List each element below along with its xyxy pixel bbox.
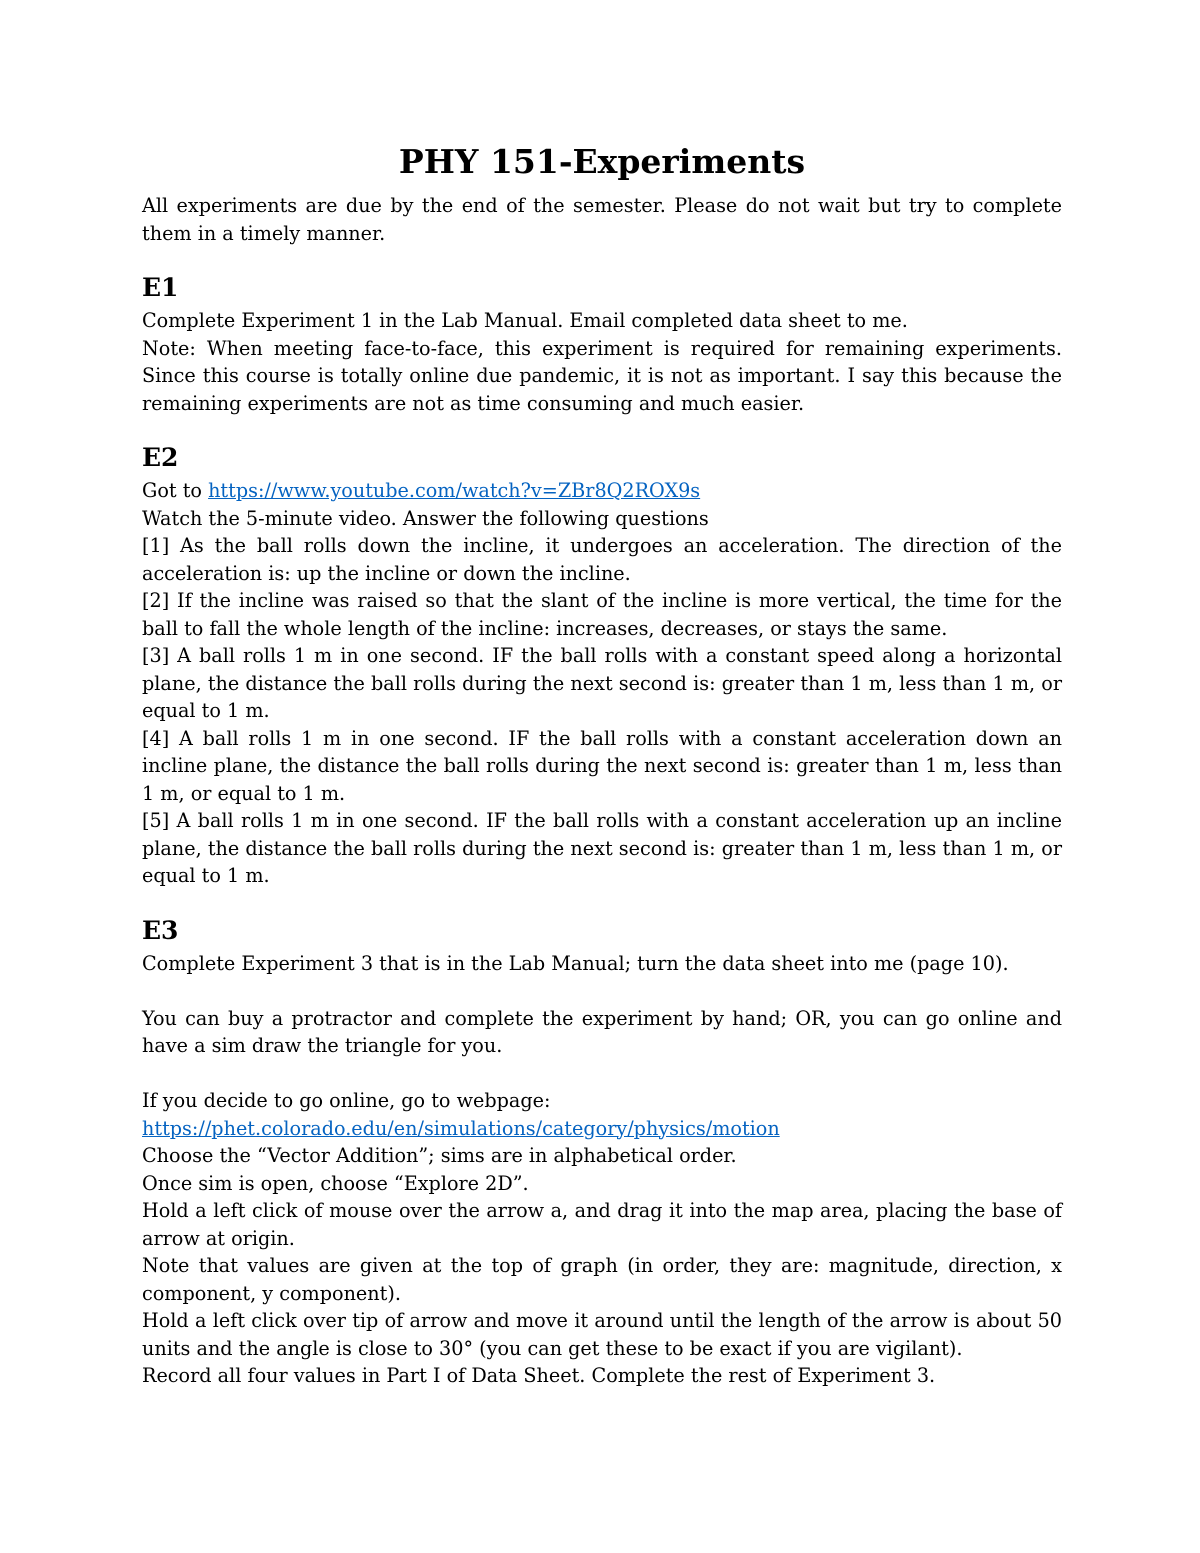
e2-question-5: [5] A ball rolls 1 m in one second. IF the ball rolls with a constant acceleration up an incline plane, the distance the ball rolls during the next second is: greater than 1 m, less than 1 m, or equal to 1 m. xyxy=(142,809,1062,887)
e2-question-4: [4] A ball rolls 1 m in one second. IF the ball rolls with a constant acceleration down an incline plane, the distance the ball rolls during the next second is: greater than 1 m, less than 1 m, or equal to 1 m. xyxy=(142,726,1062,805)
blank-line xyxy=(142,977,1062,1005)
e1-instruction: Complete Experiment 1 in the Lab Manual. Email completed data sheet to me. xyxy=(142,309,908,332)
youtube-video-link[interactable]: https://www.youtube.com/watch?v=ZBr8Q2ROX9s xyxy=(208,479,701,502)
e2-question-3: [3] A ball rolls 1 m in one second. IF the ball rolls with a constant speed along a horizontal plane, the distance the ball rolls during the next second is: greater than 1 m, less than 1 m, or equal to 1 m. xyxy=(142,644,1062,722)
e3-step-5: Hold a left click over tip of arrow and move it around until the length of the arrow is about 50 units and the angle is close to 30° (you can get these to be exact if you are vigilant). xyxy=(142,1309,1062,1360)
e3-step-6: Record all four values in Part I of Data Sheet. Complete the rest of Experiment 3. xyxy=(142,1364,936,1387)
section-heading-e1: E1 xyxy=(142,273,179,302)
document-title: PHY 151-Experiments xyxy=(398,142,806,181)
e3-step-1: Choose the “Vector Addition”; sims are in alphabetical order. xyxy=(142,1144,737,1167)
e3-instruction: Complete Experiment 3 that is in the Lab Manual; turn the data sheet into me (page 10). xyxy=(142,951,1009,975)
intro-text: All experiments are due by the end of the semester. Please do not wait but try to complete them in a timely manner. xyxy=(142,194,1062,245)
e3-link-line xyxy=(142,1115,1062,1143)
e2-goto-line xyxy=(142,477,1062,505)
e3-step-3: Hold a left click of mouse over the arrow a, and drag it into the map area, placing the base of arrow at origin. xyxy=(142,1199,1062,1250)
e2-question-2: [2] If the incline was raised so that the slant of the incline is more vertical, the time for the ball to fall the whole length of the incline: increases, decreases, or stays the same. xyxy=(142,589,1062,640)
e3-step-4: Note that values are given at the top of graph (in order, they are: magnitude, direction, x component, y component). xyxy=(142,1254,1062,1305)
e3-options: You can buy a protractor and complete the experiment by hand; OR, you can go online and have a sim draw the triangle for you. xyxy=(142,1006,1062,1057)
e2-watch-instruction: Watch the 5-minute video. Answer the following questions xyxy=(142,506,709,530)
section-heading-e2: E2 xyxy=(142,443,179,472)
e3-online-intro: If you decide to go online, go to webpage: xyxy=(142,1089,551,1112)
e3-step-2: Once sim is open, choose “Explore 2D”. xyxy=(142,1171,529,1195)
phet-simulations-link[interactable]: https://phet.colorado.edu/en/simulations/category/physics/motion xyxy=(142,1116,780,1140)
e1-note: Note: When meeting face-to-face, this experiment is required for remaining experiments. Since this course is totally online due pandemic, it is not as important. I say this because the remaining experiments are not as time consuming and much easier. xyxy=(142,336,1062,415)
e2-goto-prefix: Got to xyxy=(142,479,209,502)
section-heading-e3: E3 xyxy=(142,915,179,945)
e2-question-1: [1] As the ball rolls down the incline, it undergoes an acceleration. The direction of the acceleration is: up the incline or down the incline. xyxy=(142,534,1062,585)
blank-line xyxy=(142,1060,1062,1088)
document-page xyxy=(142,140,1062,1390)
